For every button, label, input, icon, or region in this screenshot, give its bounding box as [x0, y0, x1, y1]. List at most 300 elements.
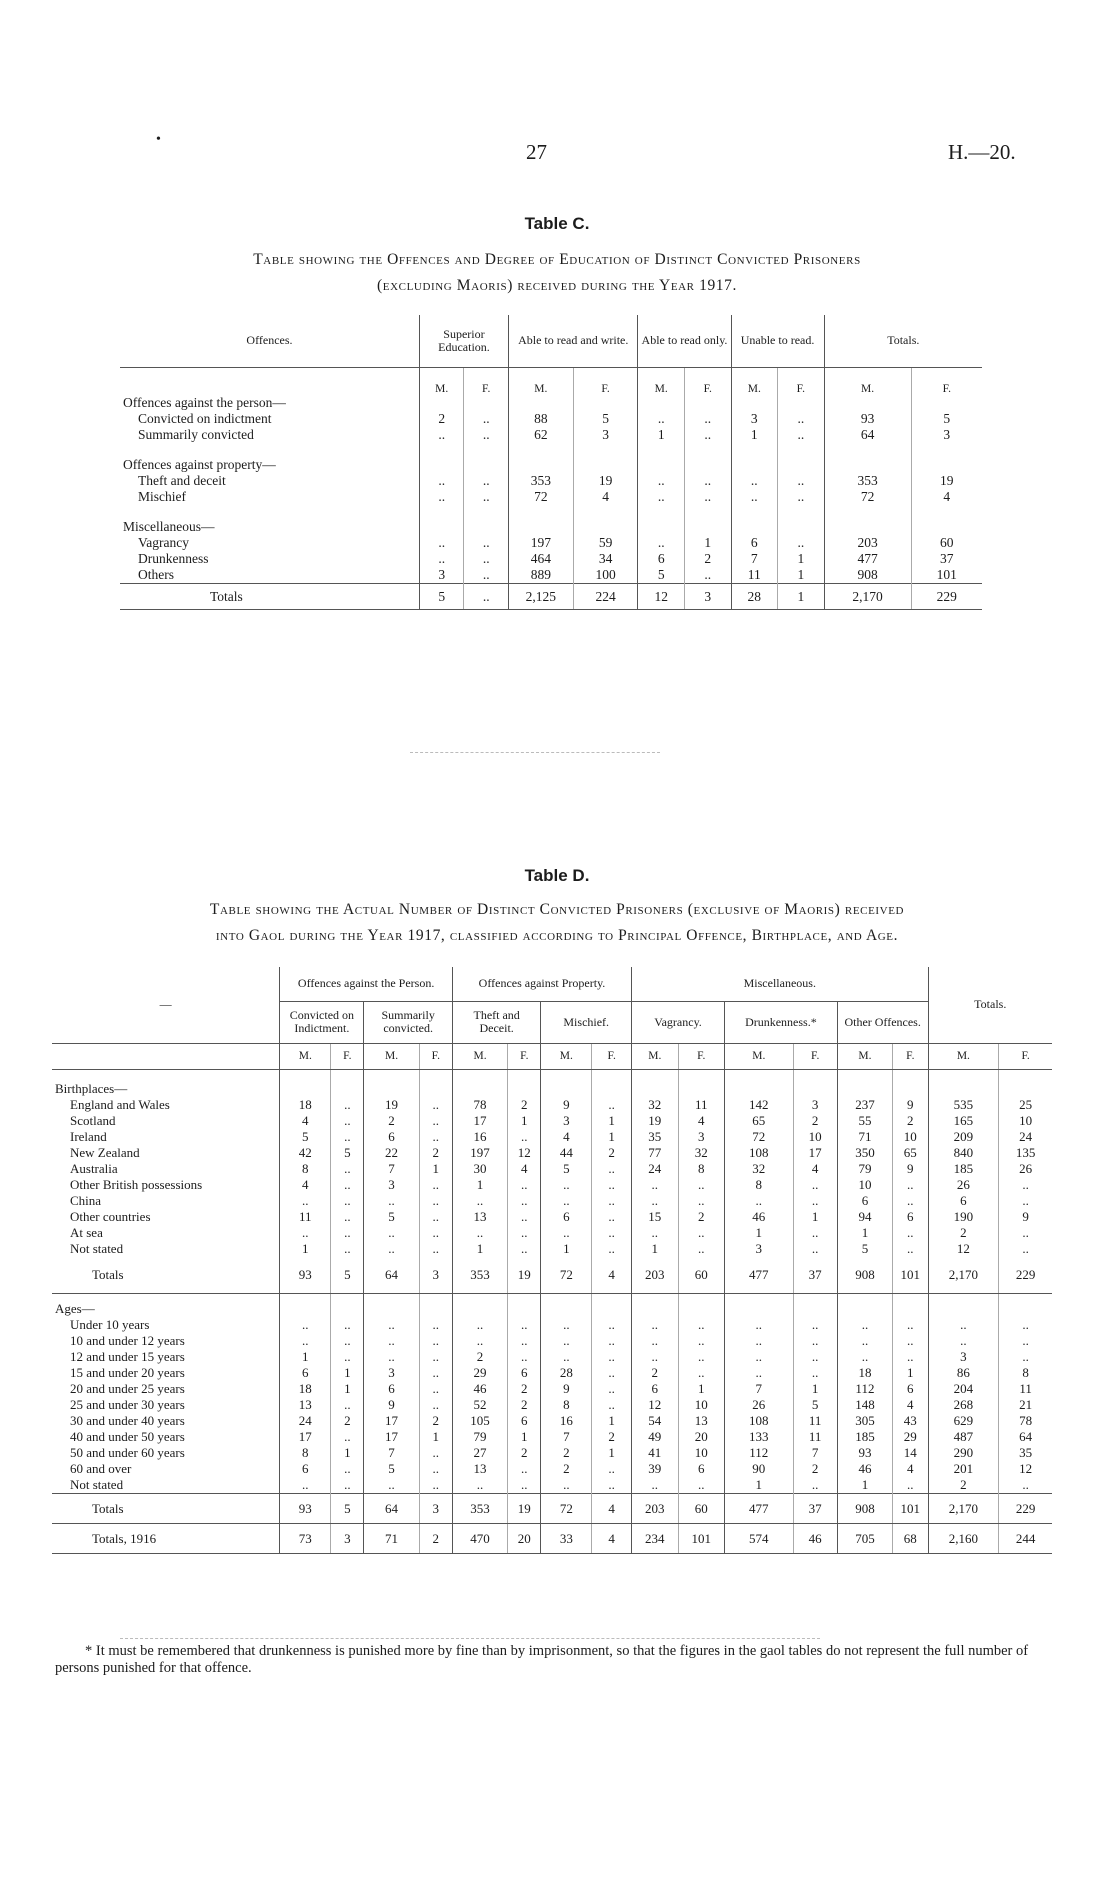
table-d-total-cell: 2 — [419, 1524, 452, 1554]
table-d-cell: 6 — [893, 1381, 928, 1397]
table-d-cell: .. — [364, 1193, 419, 1209]
table-c-cell: 100 — [573, 567, 638, 584]
table-d-cell: 44 — [541, 1145, 592, 1161]
table-d-age-row — [52, 1317, 1052, 1333]
table-c-mf-label: M. — [508, 367, 573, 395]
table-d-birthplaces-heading-label: Birthplaces— — [55, 1081, 128, 1096]
table-d-cell: 24 — [999, 1129, 1052, 1145]
table-c-row-label: Summarily convicted — [138, 427, 254, 442]
table-d-cell: 16 — [541, 1413, 592, 1429]
table-c-cell: 37 — [911, 551, 982, 567]
table-c-cell — [508, 443, 573, 473]
table-d-birthplace-row-label: England and Wales — [70, 1097, 170, 1112]
table-d-cell: .. — [592, 1317, 632, 1333]
table-d-cell: 10 — [837, 1177, 892, 1193]
table-d-mf-label: M. — [632, 1043, 678, 1069]
table-d-total-cell: 229 — [999, 1494, 1052, 1524]
table-d-cell: 840 — [928, 1145, 999, 1161]
table-d-cell: 5 — [793, 1397, 837, 1413]
table-d-cell: 17 — [793, 1145, 837, 1161]
table-c-totals-cell: 1 — [778, 584, 825, 610]
table-d-empty-cell — [632, 1069, 678, 1097]
document-reference: H.—20. — [948, 140, 1016, 164]
table-c-header-read-only: Able to read only. — [638, 315, 731, 367]
table-d-group-totals: Totals. — [928, 967, 1052, 1043]
table-d-cell: 79 — [837, 1161, 892, 1177]
table-d-cell: 64 — [999, 1429, 1052, 1445]
table-d-age-row — [52, 1397, 1052, 1413]
table-d-cell: 5 — [331, 1145, 364, 1161]
table-d-cell: .. — [364, 1333, 419, 1349]
table-d-age-row-label: 60 and over — [70, 1461, 132, 1476]
table-d-empty-cell — [280, 1293, 331, 1317]
table-c-row-label: Offences against the person— — [123, 395, 286, 410]
table-d-cell: .. — [419, 1397, 452, 1413]
table-d-birthplace-row-label: Australia — [70, 1161, 118, 1176]
table-d-empty-cell — [419, 1069, 452, 1097]
table-d-cell: 24 — [280, 1413, 331, 1429]
table-d-cell: 11 — [793, 1429, 837, 1445]
table-d-cell: 8 — [280, 1445, 331, 1461]
table-c-cell — [731, 505, 778, 535]
table-d-cell: 2 — [541, 1445, 592, 1461]
table-d-cell: 1 — [893, 1365, 928, 1381]
table-d-cell: 6 — [508, 1413, 541, 1429]
table-d-cell: .. — [364, 1241, 419, 1257]
table-d-cell: .. — [452, 1193, 507, 1209]
table-d-cell: .. — [419, 1225, 452, 1241]
table-d-total-cell: 203 — [632, 1494, 678, 1524]
table-d-cell: 1 — [508, 1113, 541, 1129]
table-d-total-cell: 72 — [541, 1257, 592, 1293]
table-d-cell: 185 — [928, 1161, 999, 1177]
table-d-cell: 1 — [678, 1381, 724, 1397]
table-d-cell: 46 — [724, 1209, 793, 1225]
table-d-total-cell: 353 — [452, 1494, 507, 1524]
table-c-cell — [778, 443, 825, 473]
table-d-cell: 2 — [452, 1349, 507, 1365]
table-d-cell: 4 — [280, 1113, 331, 1129]
table-d-cell: 72 — [724, 1129, 793, 1145]
table-d-birthplaces-heading — [52, 1069, 1052, 1097]
table-d-cell: .. — [508, 1349, 541, 1365]
table-d-cell: 629 — [928, 1413, 999, 1429]
table-d-cell: 8 — [999, 1365, 1052, 1381]
table-d-total-cell: 203 — [632, 1257, 678, 1293]
table-d-sub-theft: Theft and Deceit. — [452, 1001, 540, 1043]
table-d-cell: 86 — [928, 1365, 999, 1381]
table-d-cell: 7 — [364, 1161, 419, 1177]
table-d-total-cell: 908 — [837, 1494, 892, 1524]
table-c-row-label: Convicted on indictment — [138, 411, 272, 426]
table-d-cell: 4 — [893, 1397, 928, 1413]
table-d-total-cell: 3 — [331, 1524, 364, 1554]
table-c-row — [120, 505, 982, 535]
table-d-cell: .. — [419, 1241, 452, 1257]
table-d-age-row — [52, 1349, 1052, 1365]
table-d-cell: 2 — [419, 1145, 452, 1161]
table-d-cell: 13 — [678, 1413, 724, 1429]
table-d-cell: 9 — [893, 1097, 928, 1113]
table-d-cell: .. — [508, 1477, 541, 1494]
table-c-totals-row — [120, 584, 982, 610]
table-c-cell — [464, 505, 509, 535]
table-d-cell: 26 — [999, 1161, 1052, 1177]
table-c-cell — [419, 443, 464, 473]
table-d-cell: 90 — [724, 1461, 793, 1477]
table-c-cell: .. — [731, 489, 778, 505]
table-d-mf-label: F. — [508, 1043, 541, 1069]
table-d-birthplace-row-label: Other countries — [70, 1209, 151, 1224]
table-d-cell: 6 — [837, 1193, 892, 1209]
table-d-cell: .. — [793, 1365, 837, 1381]
table-c-cell: .. — [464, 551, 509, 567]
table-d-empty-cell — [893, 1293, 928, 1317]
table-c-cell — [824, 395, 911, 411]
table-d-cell: 13 — [452, 1461, 507, 1477]
table-c-mf-label: F. — [573, 367, 638, 395]
table-c-row — [120, 443, 982, 473]
table-d-birthplace-row — [52, 1113, 1052, 1129]
table-d-cell: 13 — [452, 1209, 507, 1225]
table-d-cell: .. — [541, 1333, 592, 1349]
table-d-cell: .. — [280, 1333, 331, 1349]
table-c-cell: 5 — [573, 411, 638, 427]
table-d-cell: .. — [331, 1477, 364, 1494]
table-d-cell: .. — [280, 1193, 331, 1209]
table-d-birthplace-row-label: At sea — [70, 1225, 103, 1240]
table-d-total-cell: 101 — [893, 1494, 928, 1524]
table-c-cell: 93 — [824, 411, 911, 427]
table-d-cell: 65 — [893, 1145, 928, 1161]
table-d-cell: 1 — [592, 1413, 632, 1429]
table-d-cell: 2 — [541, 1461, 592, 1477]
table-d-cell: .. — [331, 1225, 364, 1241]
table-d-cell: 17 — [364, 1413, 419, 1429]
table-d-birthplace-row-label: Not stated — [70, 1241, 124, 1256]
table-d-group-property: Offences against Property. — [452, 967, 631, 1001]
table-d-total-cell: 477 — [724, 1494, 793, 1524]
table-c-cell: 464 — [508, 551, 573, 567]
table-d-cell: 2 — [928, 1477, 999, 1494]
table-c-cell — [684, 505, 731, 535]
table-c-caption-line1: Table showing the Offences and Degree of Education of Distinct Convicted Prisoners — [253, 251, 861, 268]
table-d-cell: .. — [893, 1477, 928, 1494]
table-d-cell: 2 — [793, 1113, 837, 1129]
table-d-mf-label: M. — [280, 1043, 331, 1069]
table-d-cell: 108 — [724, 1413, 793, 1429]
table-d-cell: 1 — [724, 1477, 793, 1494]
table-c-cell — [911, 505, 982, 535]
table-d-cell: .. — [893, 1241, 928, 1257]
table-d-cell: 39 — [632, 1461, 678, 1477]
table-d-total-cell: 3 — [419, 1494, 452, 1524]
table-d-total-cell: 5 — [331, 1494, 364, 1524]
table-d-mf-label: F. — [999, 1043, 1052, 1069]
table-c-cell: .. — [464, 567, 509, 584]
table-c-cell — [638, 443, 685, 473]
table-d-age-row-label: 10 and under 12 years — [70, 1333, 185, 1348]
table-c-header-unable: Unable to read. — [731, 315, 824, 367]
table-d-birthplace-row-label: New Zealand — [70, 1145, 140, 1160]
table-d-birthplace-row-label: Ireland — [70, 1129, 107, 1144]
table-c-totals-cell: .. — [464, 584, 509, 610]
table-c-cell: .. — [419, 473, 464, 489]
table-d-cell: .. — [893, 1225, 928, 1241]
table-d-total-cell: 73 — [280, 1524, 331, 1554]
table-d-cell: .. — [632, 1333, 678, 1349]
table-d-cell: .. — [452, 1225, 507, 1241]
table-d-cell: .. — [331, 1429, 364, 1445]
table-d-cell: .. — [793, 1317, 837, 1333]
table-d-cell: .. — [678, 1225, 724, 1241]
table-d-mf-label: F. — [893, 1043, 928, 1069]
table-d-age-row-label: Under 10 years — [70, 1317, 150, 1332]
table-d-mf-label: M. — [928, 1043, 999, 1069]
page-number: 27 — [526, 140, 547, 164]
table-c-mf-label: F. — [778, 367, 825, 395]
table-c — [120, 315, 982, 610]
table-d-cell: 9 — [364, 1397, 419, 1413]
table-d-cell: 35 — [999, 1445, 1052, 1461]
table-d-cell: 2 — [893, 1113, 928, 1129]
table-c-cell: 1 — [684, 535, 731, 551]
table-d-cell: 32 — [724, 1161, 793, 1177]
table-d-cell: .. — [331, 1193, 364, 1209]
table-d-mf-label: F. — [592, 1043, 632, 1069]
table-d-caption-line2: into Gaol during the Year 1917, classified according to Principal Offence, Birthplace, and Age. — [215, 927, 899, 944]
table-d-cell: 93 — [837, 1445, 892, 1461]
table-c-row-label: Mischief — [138, 489, 186, 504]
table-d-cell: .. — [837, 1317, 892, 1333]
table-d-cell: .. — [592, 1349, 632, 1365]
table-c-cell — [573, 443, 638, 473]
table-d-cell: .. — [331, 1461, 364, 1477]
table-d-cell: 1 — [280, 1241, 331, 1257]
table-d-cell: .. — [678, 1365, 724, 1381]
table-d-birthplace-row — [52, 1145, 1052, 1161]
table-c-cell — [464, 443, 509, 473]
table-c-cell: 353 — [508, 473, 573, 489]
table-d-age-row-label: 15 and under 20 years — [70, 1365, 185, 1380]
table-d-cell: 32 — [678, 1145, 724, 1161]
table-c-cell: 62 — [508, 427, 573, 443]
table-d-total-cell: 470 — [452, 1524, 507, 1554]
table-d-birthplace-row-label: Scotland — [70, 1113, 116, 1128]
table-d-cell: .. — [678, 1477, 724, 1494]
table-d-group-misc: Miscellaneous. — [632, 967, 928, 1001]
table-c-cell: 353 — [824, 473, 911, 489]
table-d-mf-row — [52, 1043, 1052, 1069]
table-d-empty-cell — [632, 1293, 678, 1317]
table-d-cell: .. — [793, 1333, 837, 1349]
table-d-cell: 10 — [793, 1129, 837, 1145]
table-d-cell: 7 — [724, 1381, 793, 1397]
table-d-cell: 2 — [793, 1461, 837, 1477]
table-d-cell: .. — [724, 1193, 793, 1209]
table-d-cell: 185 — [837, 1429, 892, 1445]
table-d-cell: 78 — [999, 1413, 1052, 1429]
table-c-cell: .. — [638, 535, 685, 551]
table-d-total-cell: 101 — [678, 1524, 724, 1554]
table-d-cell: 2 — [592, 1145, 632, 1161]
table-d-cell: .. — [592, 1333, 632, 1349]
table-d-cell: .. — [541, 1317, 592, 1333]
table-c-cell: 2 — [684, 551, 731, 567]
table-c-cell: .. — [419, 551, 464, 567]
table-d-cell: 4 — [793, 1161, 837, 1177]
table-d-cell: .. — [508, 1225, 541, 1241]
table-d-cell: 17 — [280, 1429, 331, 1445]
table-d-cell: 1 — [541, 1241, 592, 1257]
table-d-cell: 4 — [280, 1177, 331, 1193]
table-c-totals-cell: 28 — [731, 584, 778, 610]
table-d-cell: .. — [999, 1333, 1052, 1349]
table-d — [52, 967, 1052, 1554]
table-d-cell: 19 — [364, 1097, 419, 1113]
table-d-cell: .. — [331, 1241, 364, 1257]
table-d-cell: 25 — [999, 1097, 1052, 1113]
table-c-cell: 59 — [573, 535, 638, 551]
table-d-sub-mischief: Mischief. — [541, 1001, 632, 1043]
table-d-cell: .. — [364, 1317, 419, 1333]
table-d-label: Table D. — [524, 866, 590, 885]
table-c-row-label: Theft and deceit — [138, 473, 226, 488]
table-d-cell: .. — [592, 1365, 632, 1381]
table-d-cell: .. — [632, 1477, 678, 1494]
table-c-cell: 11 — [731, 567, 778, 584]
table-c-cell: 1 — [638, 427, 685, 443]
table-d-sub-drunkenness: Drunkenness.* — [724, 1001, 837, 1043]
table-d-cell: 165 — [928, 1113, 999, 1129]
table-d-cell: 2 — [508, 1381, 541, 1397]
table-d-cell: 18 — [837, 1365, 892, 1381]
table-d-cell: .. — [592, 1193, 632, 1209]
table-c-mf-label: M. — [824, 367, 911, 395]
table-d-cell: 1 — [331, 1445, 364, 1461]
table-c-cell: 1 — [731, 427, 778, 443]
table-c-cell — [911, 395, 982, 411]
table-d-totals-age-row — [52, 1494, 1052, 1524]
table-d-empty-cell — [724, 1069, 793, 1097]
table-d-cell: 21 — [999, 1397, 1052, 1413]
table-d-mf-label: F. — [419, 1043, 452, 1069]
table-d-cell: .. — [893, 1317, 928, 1333]
table-c-cell — [573, 505, 638, 535]
table-d-cell: 1 — [632, 1241, 678, 1257]
table-d-cell: 15 — [632, 1209, 678, 1225]
table-c-cell: .. — [778, 489, 825, 505]
table-d-cell: 6 — [364, 1129, 419, 1145]
table-c-mf-label: M. — [638, 367, 685, 395]
table-d-cell: 2 — [508, 1445, 541, 1461]
table-d-cell: 29 — [893, 1429, 928, 1445]
table-d-cell: .. — [999, 1477, 1052, 1494]
table-c-totals-cell: 12 — [638, 584, 685, 610]
table-d-cell: .. — [508, 1317, 541, 1333]
table-c-mf-label: F. — [464, 367, 509, 395]
table-c-cell — [638, 395, 685, 411]
table-c-row — [120, 427, 982, 443]
table-c-cell — [731, 395, 778, 411]
table-d-mf-label: F. — [331, 1043, 364, 1069]
table-d-cell: .. — [632, 1177, 678, 1193]
table-d-cell: .. — [452, 1317, 507, 1333]
table-d-mf-label: M. — [541, 1043, 592, 1069]
table-c-cell: 1 — [778, 551, 825, 567]
table-d-total-cell: 2,170 — [928, 1494, 999, 1524]
table-d-cell: .. — [592, 1161, 632, 1177]
table-d-cell: 29 — [452, 1365, 507, 1381]
table-d-cell: 1 — [452, 1241, 507, 1257]
table-d-cell: 41 — [632, 1445, 678, 1461]
table-d-cell: .. — [364, 1349, 419, 1365]
table-d-cell: 42 — [280, 1145, 331, 1161]
table-c-cell: 101 — [911, 567, 982, 584]
table-d-cell: .. — [419, 1333, 452, 1349]
table-d-cell: 49 — [632, 1429, 678, 1445]
table-d-cell: 10 — [999, 1113, 1052, 1129]
table-d-cell: .. — [364, 1225, 419, 1241]
table-d-cell: 290 — [928, 1445, 999, 1461]
table-d-cell: 197 — [452, 1145, 507, 1161]
table-d-cell: .. — [280, 1477, 331, 1494]
table-c-mf-row — [120, 367, 982, 395]
table-c-totals-cell: 2,170 — [824, 584, 911, 610]
table-d-cell: .. — [632, 1225, 678, 1241]
table-d-total-cell: 64 — [364, 1494, 419, 1524]
table-d-cell: .. — [419, 1317, 452, 1333]
table-d-cell: 350 — [837, 1145, 892, 1161]
table-d-cell: 16 — [452, 1129, 507, 1145]
table-d-cell: 1 — [837, 1225, 892, 1241]
table-d-cell: 12 — [508, 1145, 541, 1161]
table-d-cell: .. — [508, 1461, 541, 1477]
table-d-empty-cell — [928, 1069, 999, 1097]
table-d-cell: .. — [419, 1477, 452, 1494]
table-c-cell: .. — [464, 535, 509, 551]
table-d-cell: 6 — [632, 1381, 678, 1397]
table-d-empty-cell — [364, 1293, 419, 1317]
table-d-cell: 24 — [632, 1161, 678, 1177]
table-d-cell: .. — [419, 1349, 452, 1365]
table-c-mf-label: M. — [419, 367, 464, 395]
table-c-cell: .. — [684, 567, 731, 584]
table-d-cell: .. — [419, 1209, 452, 1225]
table-d-total-cell: 19 — [508, 1494, 541, 1524]
table-d-total-cell: 33 — [541, 1524, 592, 1554]
table-d-cell: 6 — [280, 1461, 331, 1477]
table-d-total-cell: 244 — [999, 1524, 1052, 1554]
table-d-cell: 27 — [452, 1445, 507, 1461]
table-c-totals-cell: 3 — [684, 584, 731, 610]
table-d-cell: .. — [508, 1209, 541, 1225]
table-d-total-cell: 2,170 — [928, 1257, 999, 1293]
table-d-mf-spacer — [52, 1043, 280, 1069]
table-d-cell: 32 — [632, 1097, 678, 1113]
table-d-cell: .. — [280, 1225, 331, 1241]
table-d-cell: 6 — [364, 1381, 419, 1397]
table-d-cell: .. — [419, 1193, 452, 1209]
table-d-age-row — [52, 1429, 1052, 1445]
table-d-cell: .. — [452, 1333, 507, 1349]
table-d-cell: 1 — [592, 1113, 632, 1129]
table-d-cell: 148 — [837, 1397, 892, 1413]
table-d-cell: .. — [724, 1349, 793, 1365]
table-d-empty-cell — [592, 1293, 632, 1317]
table-d-cell: .. — [508, 1241, 541, 1257]
table-d-empty-cell — [837, 1293, 892, 1317]
